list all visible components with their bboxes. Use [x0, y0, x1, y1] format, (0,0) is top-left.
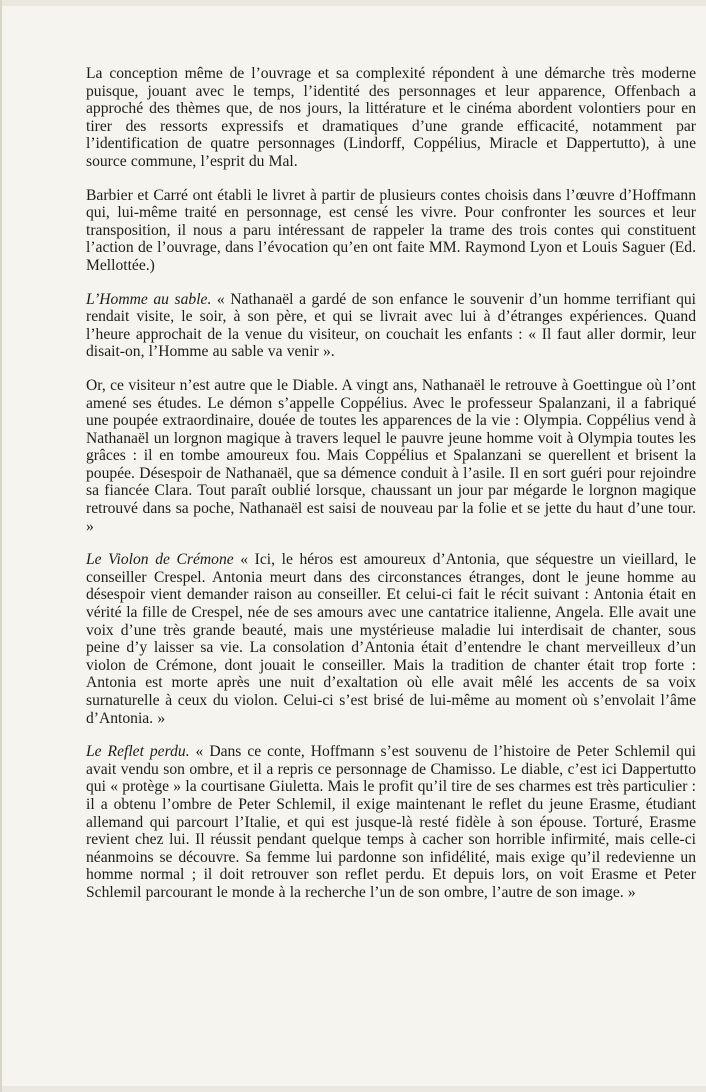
paragraph-conception	[86, 65, 696, 171]
paragraph-text: « Dans ce conte, Hoffmann s’est souvenu de l’histoire de Peter Schlemil qui avait vendu son ombre, et il a repris ce personnage de Chamisso. Le diable, c’est ici Dappertutto qui « protège » la courtisane Giuletta. Mais le profit qu’il tire de ses charmes est très particulier : il a obtenu l’ombre de Peter Schlemil, il exige maintenant le reflet du jeune Erasme, étudiant allemand qui parcourt l’Italie, et qui est jusque-là resté fidèle à son épouse. Torturé, Erasme revient chez lui. Il réussit pendant quelque temps à cacher son horrible infirmité, mais celle-ci néanmoins se découvre. Sa femme lui pardonne son infidélité, mais exige qu’il redevienne un homme normal ; il doit retrouver son reflet perdu. Et depuis lors, on voit Erasme et Peter Schlemil parcourant le monde à la recherche l’un de son ombre, l’autre de son image. »	[86, 743, 696, 901]
paragraph-coppelius	[86, 377, 696, 535]
paragraph-reflet-perdu	[86, 743, 696, 901]
paragraph-text: Barbier et Carré ont établi le livret à partir de plusieurs contes choisis dans l’œuvre d’Hoffmann qui, lui-même traité en personnage, est censé les vivre. Pour confronter les sources et leur transposition, il nous a paru intéressant de rappeler la trame des trois contes qui constituent l’action de l’ouvrage, dans l’évocation qu’en ont faite MM. Raymond Lyon et Louis Saguer (Ed. Mellottée.)	[86, 186, 696, 274]
page-edge-bottom	[2, 1086, 706, 1092]
text-column	[86, 65, 696, 918]
paragraph-text: « Ici, le héros est amoureux d’Antonia, que séquestre un vieillard, le conseiller Crespel. Antonia meurt dans des circonstances étranges, dont le jeune homme au désespoir vient demander raison au conseiller. Et celui-ci fait le récit suivant : Antonia était en vérité la fille de Crespel, née de ses amours avec une cantatrice italienne, Angela. Elle avait une voix d’une très grande beauté, mais une mystérieuse maladie lui interdisait de chanter, sous peine d’y laisser sa vie. La consolation d’Antonia était d’entendre le chant merveilleux d’un violon de Crémone, dont jouait le conseiller. Mais la tradition de chanter était trop forte : Antonia est morte après une nuit d’exaltation où elle avait mêlé les accents de sa voix surnaturelle à ceux du violon. Celui-ci s’est brisé de lui-même au moment où s’envolait l’âme d’Antonia. »	[86, 551, 697, 727]
paragraph-livret	[86, 187, 696, 275]
paragraph-text: « Nathanaël a gardé de son enfance le souvenir d’un homme terrifiant qui rendait visite, le soir, à son père, et qui se livrait avec lui à d’étranges expériences. Quand l’heure approchait de la venue du visiteur, on couchait les enfants : « Il faut aller dormir, leur disait-on, l’Homme au sable va venir ».	[86, 290, 696, 361]
paragraph-violon-de-cremone	[86, 551, 696, 727]
tale-title: Le Violon de Crémone	[86, 551, 234, 569]
paragraph-text: Or, ce visiteur n’est autre que le Diable. A vingt ans, Nathanaël le retrouve à Goettingue où l’ont amené ses études. Le démon s’appelle Coppélius. Avec le professeur Spalanzani, il a fabriqué une poupée extraordinaire, douée de toutes les apparences de la vie : Olympia. Coppélius vend à Nathanaël un lorgnon magique à travers lequel le pauvre jeune homme voit à Olympia toutes les grâces : il en tombe amoureux fou. Mais Coppélius et Spalanzani se querellent et brisent la poupée. Désespoir de Nathanaël, que sa démence conduit à l’asile. Il en sort guéri pour rejoindre sa fiancée Clara. Tout paraît oublié lorsque, chaussant un jour par mégarde le lorgnon magique retrouvé dans sa poche, Nathanaël est saisi de nouveau par la folie et se jette du haut d’une tour. »	[86, 376, 696, 535]
tale-title: L’Homme au sable.	[86, 290, 212, 308]
paragraph-homme-au-sable	[86, 291, 696, 361]
paragraph-text: La conception même de l’ouvrage et sa complexité répondent à une démarche très moderne puisque, jouant avec le temps, l’identité des personnages et leur apparence, Offenbach a approché des thèmes que, de nos jours, la littérature et le cinéma abordent volontiers pour en tirer des ressorts expressifs et dramatiques d’une grande efficacité, notamment par l’identification de quatre personnages (Lindorff, Coppélius, Miracle et Dappertutto), à une source commune, l’esprit du Mal.	[86, 65, 696, 170]
page-edge-top	[2, 0, 706, 6]
tale-title: Le Reflet perdu.	[86, 743, 190, 761]
